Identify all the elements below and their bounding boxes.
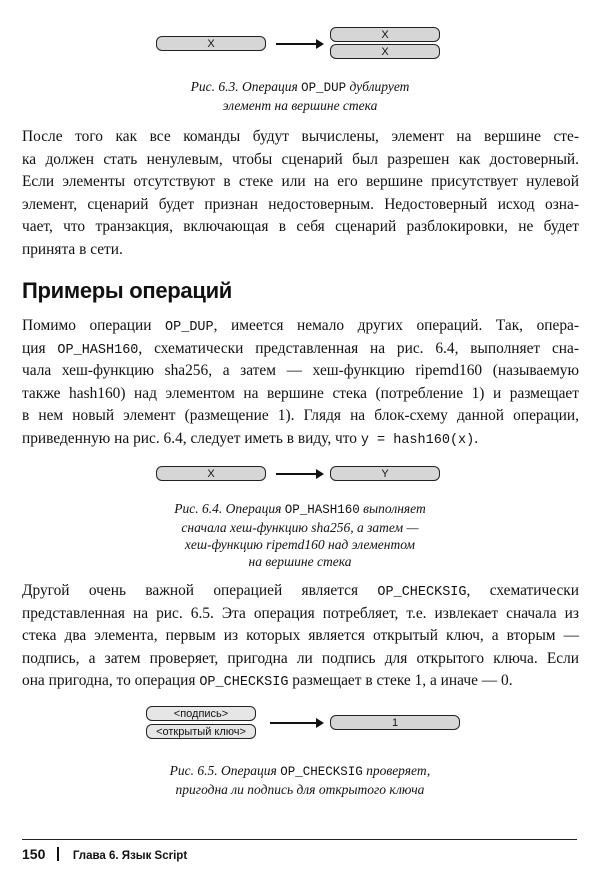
arrow-icon bbox=[276, 38, 324, 50]
stack-element-output-bottom: X bbox=[330, 44, 440, 59]
footer-divider bbox=[22, 839, 577, 840]
figure-6-5-caption: Рис. 6.5. Операция OP_CHECKSIG проверяет, пригодна ли подпись для открытого ключа bbox=[169, 763, 431, 797]
paragraph-op-hash160: Помимо операции OP_DUP, имеется немало других операций. Так, опера- ция OP_HASH160, схематически представленная на рис. 6.4, выполняет сна- чала хеш-функцию sha256, а затем — хеш-функцию ripemd160 (называемую также hash160) над элементом на вершине стека (потребление 1) и размещает в нем новый элемент (размещение 1). Глядя на блок-схему данной операции, приведенную на рис. 6.4, следует иметь в виду, что y = hash160(x). bbox=[22, 317, 579, 448]
paragraph-op-checksig: Другой очень важной операцией является OP_CHECKSIG, схематически представленная на рис. 6.5. Эта операция потребляет, т.е. извлекает сначала из стека два элемента, первым из которых является открытый ключ, а вторым — подпись, а затем проверяет, пригодна ли подпись для открытого ключа. Если она пригодна, то операция OP_CHECKSIG размещает в стеке 1, а иначе — 0. bbox=[22, 582, 579, 690]
stack-element-input: X bbox=[156, 466, 266, 481]
section-heading: Примеры операций bbox=[22, 278, 233, 303]
figure-6-4-caption: Рис. 6.4. Операция OP_HASH160 выполняет сначала хеш-функцию sha256, а затем — хеш-функцию ripemd160 над элементом на вершине стека bbox=[174, 501, 426, 569]
arrow-icon bbox=[270, 717, 324, 729]
page-footer bbox=[22, 846, 187, 866]
figure-6-3-caption: Рис. 6.3. Операция OP_DUP дублирует элемент на вершине стека bbox=[190, 79, 410, 113]
stack-element-output-top: X bbox=[330, 27, 440, 42]
stack-element-public-key: <открытый ключ> bbox=[146, 724, 256, 739]
stack-element-output: Y bbox=[330, 466, 440, 481]
stack-element-input: X bbox=[156, 36, 266, 51]
stack-element-output: 1 bbox=[330, 715, 460, 730]
chapter-title: Глава 6. Язык Script bbox=[72, 850, 188, 862]
page-number: 150 bbox=[22, 846, 46, 862]
footer-separator bbox=[57, 847, 59, 861]
stack-element-signature: <подпись> bbox=[146, 706, 256, 721]
paragraph-stack-result: После того как все команды будут вычислены, элемент на вершине сте- ка должен стать ненулевым, чтобы сценарий был разрешен как достоверный. Если элементы отсутствуют в стеке или на его вершине присутствует нулевой элемент, сценарий будет признан недостоверным. Недостоверный исход озна- чает, что транзакция, включающая в себя сценарий разблокировки, не будет принята в сети. bbox=[22, 128, 579, 258]
arrow-icon bbox=[276, 468, 324, 480]
